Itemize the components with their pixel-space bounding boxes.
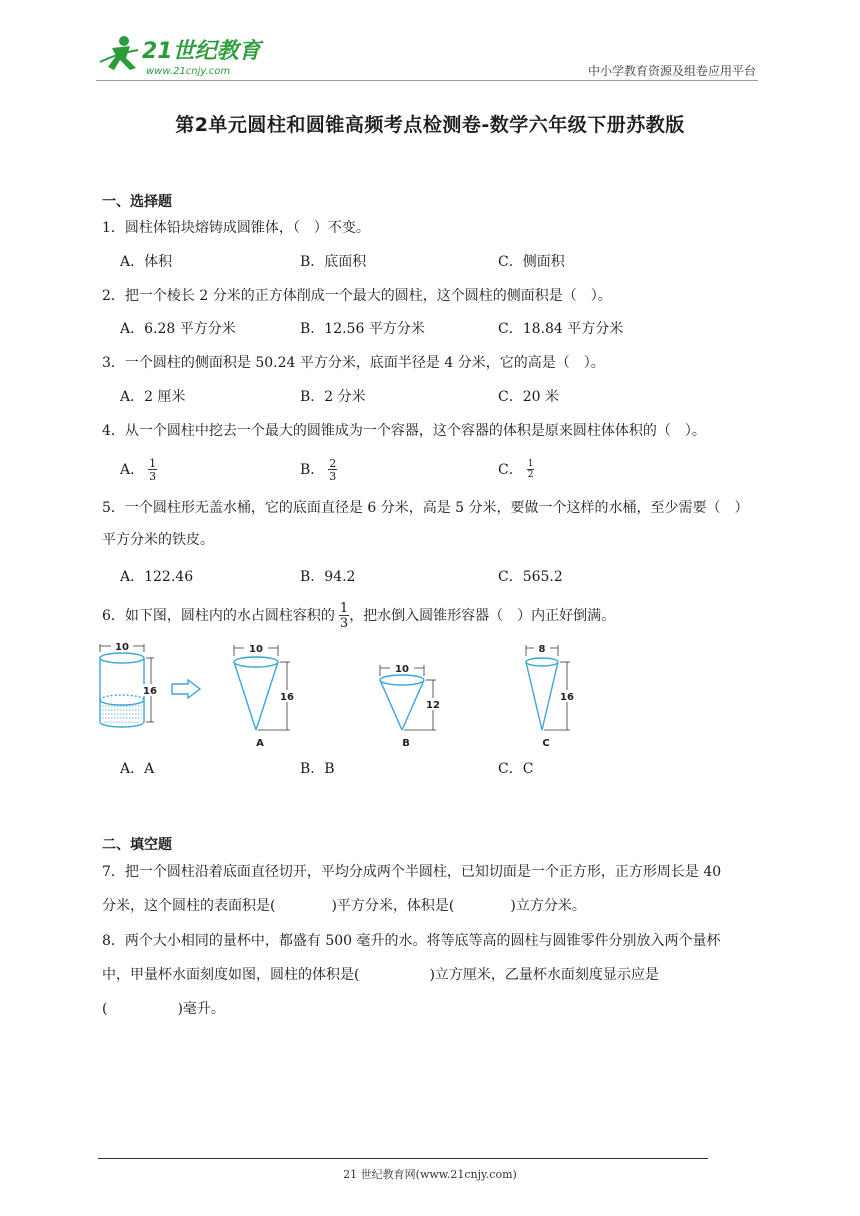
logo-url: www.21cnjy.com (146, 66, 231, 77)
header-divider (96, 80, 758, 81)
options-4 (0, 452, 860, 488)
option-c: C．18.84 平方分米 (498, 321, 624, 337)
option-a: A．体积 (120, 254, 173, 270)
question-text: 2．把一个棱长 2 分米的正方体削成一个最大的圆柱，这个圆柱的侧面积是（ ）。 (102, 288, 612, 304)
option-c: C．20 米 (498, 389, 559, 405)
options-5 (0, 561, 860, 593)
option-c: C．C (498, 761, 534, 777)
cone-b-diameter: 10 (395, 664, 409, 675)
fraction: $\frac{1}{3}$ (339, 601, 349, 631)
cone-a-label: A (256, 738, 264, 749)
cone-b-label: B (402, 738, 410, 749)
options-2 (0, 313, 860, 345)
question-text: 3．一个圆柱的侧面积是 50.24 平方分米，底面半径是 4 分米，它的高是（ ）。 (102, 355, 605, 371)
question-text-line3: ( )毫升。 (102, 1001, 225, 1017)
cone-b-height: 12 (426, 700, 440, 711)
options-1 (0, 246, 860, 278)
option-b: B．B (300, 761, 335, 777)
arrow-right-icon (172, 680, 200, 698)
footer-divider (98, 1158, 708, 1159)
footer-text: 21 世纪教育网(www.21cnjy.com) (343, 1168, 517, 1181)
cone-c-diameter: 8 (538, 644, 546, 655)
logo (96, 32, 266, 78)
question-text-line1: 8．两个大小相同的量杯中，都盛有 500 毫升的水。将等底等高的圆柱与圆锥零件分别放入两个量杯 (102, 933, 721, 949)
cylinder-diameter: 10 (115, 642, 129, 653)
option-c: C．565.2 (498, 569, 563, 585)
question-text-line2: 分米，这个圆柱的表面积是( )平方分米，体积是( )立方分米。 (102, 898, 586, 914)
question-1 (102, 212, 766, 244)
section-heading-fill: 二、填空题 (102, 837, 172, 853)
question-text-line2: 中，甲量杯水面刻度如图，圆柱的体积是( )立方厘米，乙量杯水面刻度显示应是 (102, 967, 659, 983)
runner-icon (100, 36, 138, 70)
cone-c-figure (526, 645, 570, 730)
logo-text: 21世纪教育 (142, 39, 261, 64)
option-b: B．12.56 平方分米 (300, 321, 425, 337)
option-a: A．2 厘米 (120, 389, 186, 405)
platform-name: 中小学教育资源及组卷应用平台 (587, 64, 756, 78)
option-b: B．94.2 (300, 569, 356, 585)
figure-q6 (94, 640, 614, 754)
question-text-line1: 5．一个圆柱形无盖水桶，它的底面直径是 6 分米，高是 5 分米，要做一个这样的水桶，至少需要（ ） (102, 500, 749, 516)
question-text: 1．圆柱体铅块熔铸成圆锥体，（ ）不变。 (102, 220, 370, 236)
option-c: C．侧面积 (498, 254, 565, 270)
option-b: B． $\frac{2}{3}$ (300, 457, 337, 483)
cylinder-height: 16 (143, 686, 157, 697)
option-b: B．2 分米 (300, 389, 366, 405)
cone-a-diameter: 10 (249, 644, 263, 655)
option-a: A．122.46 (120, 569, 194, 585)
option-a: A．6.28 平方分米 (120, 321, 236, 337)
fraction: $\frac{1}{2}$ (527, 459, 534, 480)
options-3 (0, 381, 860, 413)
cone-c-label: C (542, 738, 550, 749)
question-text: 4．从一个圆柱中挖去一个最大的圆锥成为一个容器，这个容器的体积是原来圆柱体体积的（ ）。 (102, 423, 706, 439)
question-6: 6．如下图，圆柱内的水占圆柱容积的 $\frac{1}{3}$ ，把水倒入圆锥形容器（ ）内正好倒满。 (102, 601, 616, 631)
cone-a-height: 16 (280, 692, 294, 703)
option-a: A．A (120, 761, 155, 777)
question-text-line1: 7．把一个圆柱沿着底面直径切开，平均分成两个半圆柱，已知切面是一个正方形，正方形周长是 40 (102, 864, 722, 880)
option-c: C． $\frac{1}{2}$ (498, 459, 534, 480)
question-5 (102, 492, 766, 556)
option-b: B．底面积 (300, 254, 367, 270)
question-8 (102, 924, 766, 1026)
cone-c-height: 16 (560, 692, 574, 703)
question-text-line2: 平方分米的铁皮。 (102, 532, 214, 548)
question-3 (102, 347, 766, 379)
page-title: 第2单元圆柱和圆锥高频考点检测卷-数学六年级下册苏教版 (175, 114, 685, 136)
options-6 (0, 753, 860, 785)
fraction: $\frac{2}{3}$ (329, 457, 337, 483)
question-4 (102, 415, 766, 447)
fraction: $\frac{1}{3}$ (149, 457, 157, 483)
option-a: A． $\frac{1}{3}$ (120, 457, 157, 483)
cone-a-figure (234, 645, 290, 730)
question-2 (102, 280, 766, 312)
section-heading-choice: 一、选择题 (102, 194, 172, 210)
question-7 (102, 855, 766, 923)
